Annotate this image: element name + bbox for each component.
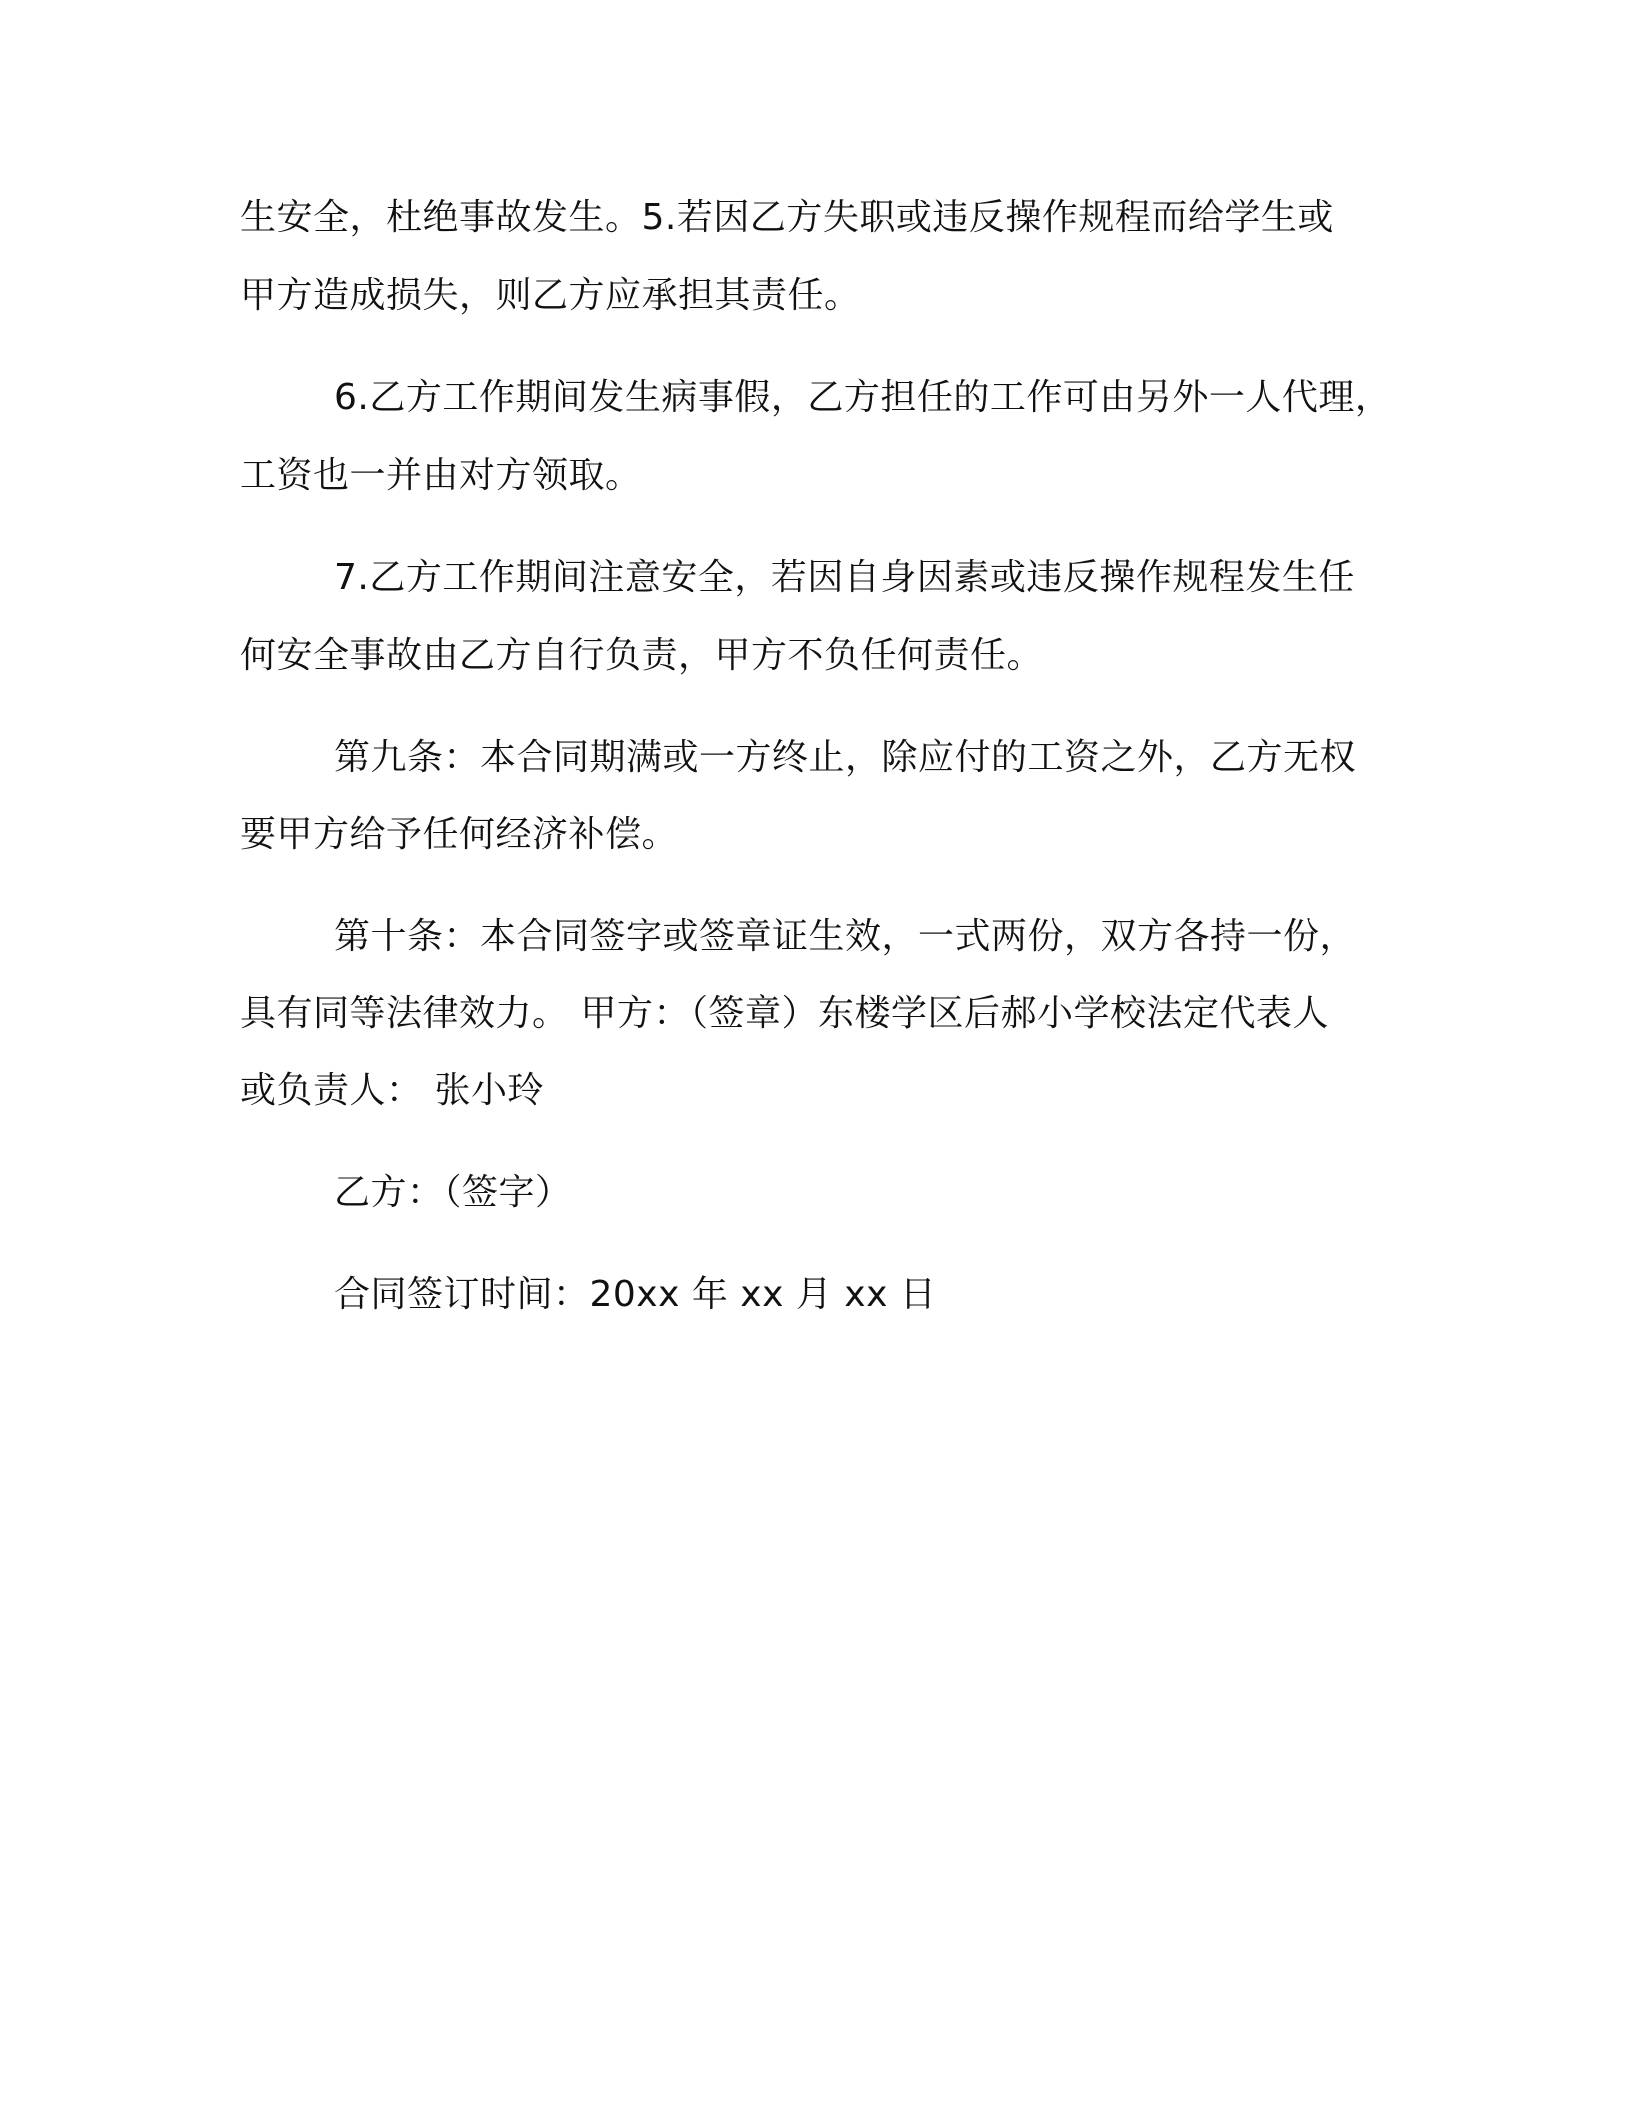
text-line: 要甲方给予任何经济补偿。	[240, 814, 679, 855]
text-line: 7.乙方工作期间注意安全，若因自身因素或违反操作规程发生任	[334, 557, 1355, 598]
text-line: 合同签订时间：20xx 年 xx 月 xx 日	[334, 1274, 937, 1315]
text-line: 工资也一并由对方领取。	[240, 455, 642, 496]
text-line: 具有同等法律效力。 甲方：（签章）东楼学区后郝小学校法定代表人	[240, 993, 1329, 1034]
text-line: 生安全，杜绝事故发生。5.若因乙方失职或违反操作规程而给学生或	[240, 197, 1334, 238]
text-line: 何安全事故由乙方自行负责，甲方不负任何责任。	[240, 635, 1044, 676]
text-line: 第九条：本合同期满或一方终止，除应付的工资之外，乙方无权	[334, 737, 1357, 778]
text-line: 甲方造成损失，则乙方应承担其责任。	[240, 275, 861, 316]
text-line: 第十条：本合同签字或签章证生效，一式两份，双方各持一份，	[334, 916, 1357, 957]
text-line: 或负责人： 张小玲	[240, 1070, 544, 1111]
text-line: 乙方：（签字）	[334, 1172, 572, 1213]
text-line: 6.乙方工作期间发生病事假，乙方担任的工作可由另外一人代理，	[334, 377, 1392, 418]
